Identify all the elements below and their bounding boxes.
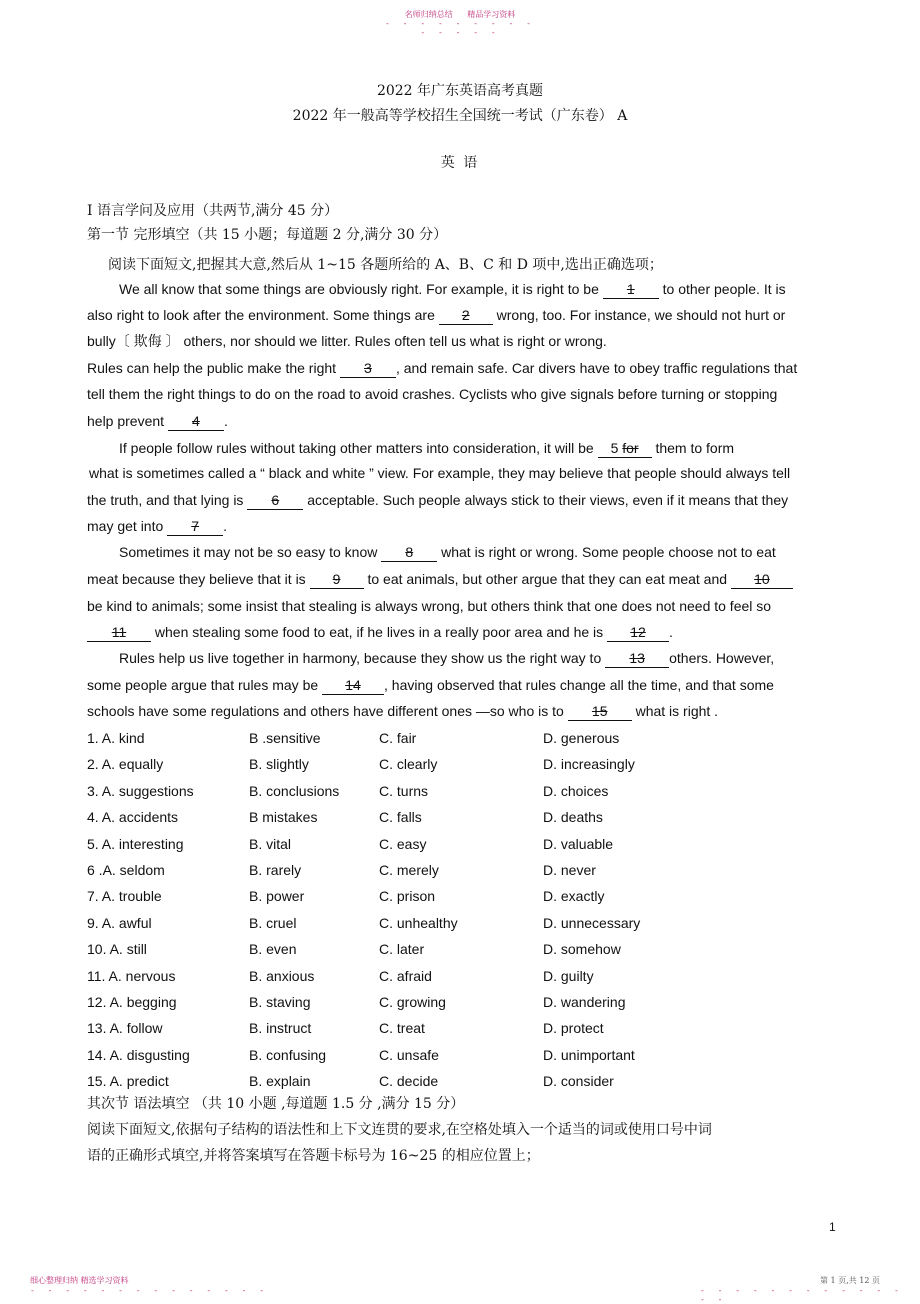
header-left-text: 名师归纳总结 [404,10,453,19]
option-item-d: D. wandering [543,994,626,1010]
option-item-c: C. unhealthy [379,915,458,931]
passage-line: If people follow rules without taking other matters into consideration, it will be 5 for them to form [119,440,735,456]
option-item-a: 9. A. awful [87,915,152,931]
footer-right: 第 1 页,共 12 页 [820,1276,880,1285]
option-item-d: D. unimportant [543,1047,635,1063]
doc-title: 2022 年广东英语高考真题 [376,83,544,99]
option-item-b: B. vital [249,836,292,852]
option-item-b: B. conclusions [249,783,340,799]
option-item-c: C. afraid [379,968,432,984]
option-item-c: C. easy [379,836,427,852]
option-item-b: B. even [249,941,297,957]
passage-line: may get into 7 . [87,518,228,534]
doc-subtitle: 2022 年一般高等学校招生全国统一考试（广东卷） A [292,108,628,124]
option-item-c: C. clearly [379,756,438,772]
instruction-1: 阅读下面短文,把握其大意,然后从 1~15 各题所给的 A、B、C 和 D 项中,选出正确选项； [108,257,663,273]
option-item-b: B. confusing [249,1047,327,1063]
passage-line: Sometimes it may not be so easy to know 8 what is right or wrong. Some people choose not to eat [119,544,776,560]
option-item-c: C. unsafe [379,1047,439,1063]
option-item-d: D. generous [543,730,620,746]
option-item-a: 7. A. trouble [87,888,162,904]
blank-12: 12 [607,623,669,642]
option-item-a: 13. A. follow [87,1020,163,1036]
blank-1: 1 [603,280,659,299]
option-item-c: C. turns [379,783,429,799]
passage-line: some people argue that rules may be 14 , having observed that rules change all the time, and that some [87,677,774,693]
option-item-d: D. guilty [543,968,594,984]
option-item-d: D. valuable [543,836,614,852]
option-item-a: 3. A. suggestions [87,783,194,799]
option-item-c: C. later [379,941,425,957]
option-item-d: D. protect [543,1020,604,1036]
passage-line: meat because they believe that it is 9 to eat animals, but other argue that they can eat meat and 10 [87,570,793,589]
option-item-a: 12. A. begging [87,994,177,1010]
option-item-b: B. rarely [249,862,302,878]
blank-5: 5 for [598,439,652,458]
subject-title: 英 语 [440,155,480,171]
section1-part1-heading: 第一节 完形填空（共 15 小题；每道题 2 分,满分 30 分） [87,227,448,243]
blank-8: 8 [381,543,437,562]
header-dashes-2: - - - - - [420,28,500,37]
option-item-c: C. growing [379,994,446,1010]
blank-3: 3 [340,359,396,378]
option-item-c: C. treat [379,1020,425,1036]
option-item-b: B. cruel [249,915,297,931]
header-dashes-1: - - - - - - - - - [385,19,535,28]
option-item-d: D. choices [543,783,609,799]
passage-line: what is sometimes called a “ black and white ” view. For example, they may believe that people should always tell [89,465,791,481]
footer-dashes-right: - - - - - - - - - - - - - - [700,1286,903,1304]
footer-dashes-left: - - - - - - - - - - - - - - [30,1286,269,1295]
option-item-b: B. explain [249,1073,311,1089]
option-item-b: B. instruct [249,1020,312,1036]
passage-line: bully〔 欺侮 〕 others, nor should we litter. Rules often tell us what is right or wrong. [87,333,607,349]
option-item-a: 15. A. predict [87,1073,169,1089]
passage-line: the truth, and that lying is 6 acceptable. Such people always stick to their views, even if it means that they [87,492,789,508]
page-number: 1 [829,1220,836,1234]
blank-7: 7 [167,517,223,536]
option-item-a: 4. A. accidents [87,809,179,825]
option-item-b: B mistakes [249,809,318,825]
option-item-c: C. prison [379,888,436,904]
blank-11: 11 [87,623,151,642]
footer-left: 细心整理归纳 精选学习资料 [30,1276,129,1285]
passage-line: Rules help us live together in harmony, because they show us the right way to 13 others. However, [119,650,775,666]
blank-4: 4 [168,412,224,431]
section1-heading: I 语言学问及应用（共两节,满分 45 分） [87,203,339,219]
passage-line: Rules can help the public make the right 3 , and remain safe. Car divers have to obey traffic regulations that [87,360,798,376]
passage-line: 11 when stealing some food to eat, if he lives in a really poor area and he is 12 . [87,623,673,642]
instruction-2a: 阅读下面短文,依据句子结构的语法性和上下文连贯的要求,在空格处填入一个适当的词或使用口号中词 [87,1122,712,1138]
option-item-b: B .sensitive [249,730,321,746]
option-item-c: C. decide [379,1073,439,1089]
blank-10: 10 [731,570,793,589]
option-item-a: 6 .A. seldom [87,862,165,878]
option-item-c: C. fair [379,730,417,746]
blank-6: 6 [247,491,303,510]
instruction-2b: 语的正确形式填空,并将答案填写在答题卡标号为 16~25 的相应位置上； [87,1148,540,1164]
option-item-d: D. consider [543,1073,614,1089]
option-item-a: 1. A. kind [87,730,145,746]
option-item-a: 2. A. equally [87,756,164,772]
option-item-a: 5. A. interesting [87,836,184,852]
passage-line: also right to look after the environment. Some things are 2 wrong, too. For instance, we should not hurt or [87,307,786,323]
blank-2: 2 [439,306,493,325]
option-item-b: B. anxious [249,968,315,984]
section2-heading: 其次节 语法填空 （共 10 小题 ,每道题 1.5 分 ,满分 15 分） [87,1096,465,1112]
option-item-c: C. merely [379,862,439,878]
option-item-b: B. slightly [249,756,309,772]
option-item-d: D. somehow [543,941,621,957]
option-item-a: 11. A. nervous [87,968,176,984]
option-item-c: C. falls [379,809,422,825]
option-item-d: D. deaths [543,809,603,825]
passage-line: tell them the right things to do on the road to avoid crashes. Cyclists who give signals before turning or stopping [87,386,778,402]
passage-line: schools have some regulations and others have different ones —so who is to 15 what is right . [87,703,719,719]
option-item-a: 14. A. disgusting [87,1047,190,1063]
option-item-b: B. staving [249,994,311,1010]
blank-13: 13 [605,649,669,668]
passage-line: We all know that some things are obviously right. For example, it is right to be 1 to other people. It is [119,281,786,297]
option-item-d: D. increasingly [543,756,635,772]
blank-14: 14 [322,676,384,695]
blank-15: 15 [568,702,632,721]
blank-9: 9 [310,570,364,589]
option-item-a: 10. A. still [87,941,147,957]
passage-line: be kind to animals; some insist that stealing is always wrong, but others think that one does not need to feel so [87,598,772,614]
option-item-d: D. unnecessary [543,915,641,931]
passage-line: help prevent 4 . [87,413,228,429]
option-item-d: D. exactly [543,888,605,904]
option-item-d: D. never [543,862,596,878]
header-right-text: 精品学习资料 [467,10,516,19]
option-item-b: B. power [249,888,305,904]
